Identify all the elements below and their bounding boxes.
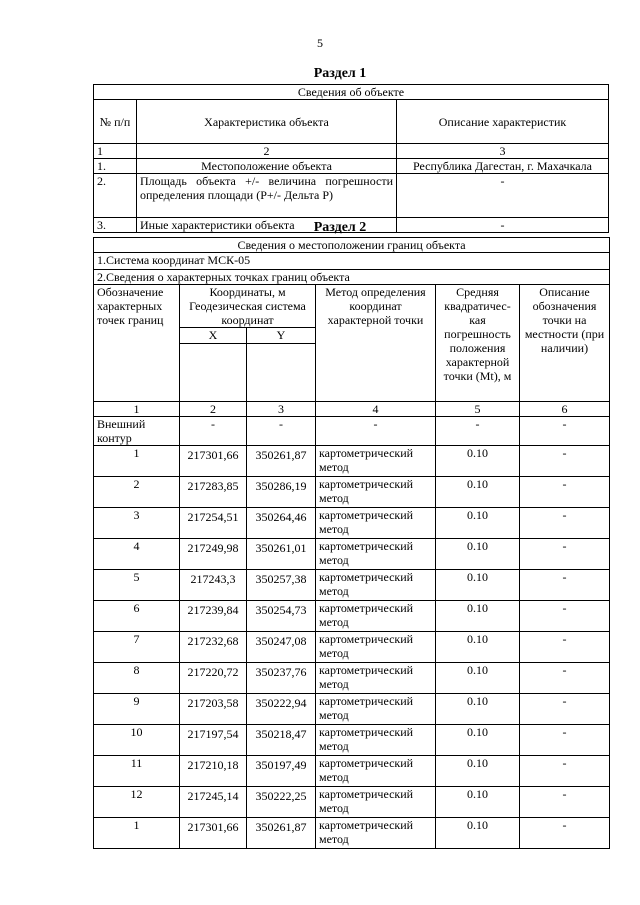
- row-value: -: [397, 218, 609, 233]
- point-accuracy: 0.10: [436, 787, 520, 818]
- table-row: [94, 694, 610, 725]
- row-num: 3.: [94, 218, 137, 233]
- point-method: картометрический метод: [316, 477, 436, 508]
- point-x: 217239,84: [180, 601, 247, 632]
- point-description: -: [520, 601, 610, 632]
- col-number: 4: [316, 402, 436, 417]
- col-number: 3: [397, 144, 609, 159]
- point-x: 217232,68: [180, 632, 247, 663]
- table-row: [94, 725, 610, 756]
- header-geo-system: Геодезическая система координат: [189, 299, 306, 327]
- point-accuracy: 0.10: [436, 694, 520, 725]
- point-x: 217301,66: [180, 446, 247, 477]
- table-row: [94, 756, 610, 787]
- point-x: 217301,66: [180, 818, 247, 849]
- point-x: 217249,98: [180, 539, 247, 570]
- header-x: X: [180, 328, 247, 344]
- point-number: 5: [94, 570, 180, 601]
- section1-title: Раздел 1: [313, 66, 367, 81]
- outer-contour-accuracy: -: [436, 417, 520, 446]
- point-method: картометрический метод: [316, 446, 436, 477]
- point-description: -: [520, 477, 610, 508]
- coordinate-system: 1.Система координат МСК-05: [94, 253, 610, 270]
- header-coords-label: Координаты, м: [209, 285, 286, 299]
- point-method: картометрический метод: [316, 818, 436, 849]
- point-description: -: [520, 446, 610, 477]
- row-value: Республика Дагестан, г. Махачкала: [397, 159, 609, 174]
- point-accuracy: 0.10: [436, 570, 520, 601]
- point-number: 9: [94, 694, 180, 725]
- point-y: 350261,87: [247, 818, 316, 849]
- row-name: Площадь объекта +/- величина погрешности определения площади (Р+/- Дельта Р): [137, 174, 397, 218]
- col-number: 3: [247, 402, 316, 417]
- point-method: картометрический метод: [316, 694, 436, 725]
- point-number: 7: [94, 632, 180, 663]
- point-x: 217243,3: [180, 570, 247, 601]
- point-y: 350257,38: [247, 570, 316, 601]
- point-accuracy: 0.10: [436, 725, 520, 756]
- header-num: № п/п: [94, 100, 137, 144]
- section2-table: [93, 237, 610, 849]
- point-y: 350237,76: [247, 663, 316, 694]
- outer-contour-label: Внешний контур: [94, 417, 180, 446]
- point-accuracy: 0.10: [436, 756, 520, 787]
- table-row: [94, 787, 610, 818]
- points-title: 2.Сведения о характерных точках границ объекта: [94, 270, 610, 285]
- header-description: Описание характеристик: [397, 100, 609, 144]
- point-method: картометрический метод: [316, 601, 436, 632]
- col-number: 2: [180, 402, 247, 417]
- point-description: -: [520, 725, 610, 756]
- point-description: -: [520, 694, 610, 725]
- point-x: 217203,58: [180, 694, 247, 725]
- point-number: 12: [94, 787, 180, 818]
- table-row: [94, 174, 609, 218]
- point-method: картометрический метод: [316, 508, 436, 539]
- table-row: [94, 539, 610, 570]
- outer-contour-method: -: [316, 417, 436, 446]
- point-x: 217220,72: [180, 663, 247, 694]
- header-characteristic: Характеристика объекта: [137, 100, 397, 144]
- point-method: картометрический метод: [316, 570, 436, 601]
- point-number: 3: [94, 508, 180, 539]
- table-row: [94, 601, 610, 632]
- outer-contour-row: [94, 417, 610, 446]
- point-number: 4: [94, 539, 180, 570]
- col-number: 6: [520, 402, 610, 417]
- point-y: 350247,08: [247, 632, 316, 663]
- table-row: [94, 446, 610, 477]
- point-y: 350222,25: [247, 787, 316, 818]
- header-designation: Обозначение характерных точек границ: [94, 285, 180, 402]
- table-row: [94, 159, 609, 174]
- table-row: [94, 818, 610, 849]
- point-method: картометрический метод: [316, 539, 436, 570]
- point-y: 350222,94: [247, 694, 316, 725]
- point-method: картометрический метод: [316, 632, 436, 663]
- point-accuracy: 0.10: [436, 818, 520, 849]
- point-description: -: [520, 756, 610, 787]
- point-number: 11: [94, 756, 180, 787]
- point-x: 217197,54: [180, 725, 247, 756]
- point-method: картометрический метод: [316, 725, 436, 756]
- table-row: [94, 663, 610, 694]
- point-number: 8: [94, 663, 180, 694]
- table-row: [94, 508, 610, 539]
- point-y: 350218,47: [247, 725, 316, 756]
- section2-title: Раздел 2: [313, 220, 367, 235]
- point-number: 2: [94, 477, 180, 508]
- point-description: -: [520, 787, 610, 818]
- page-number: 5: [317, 36, 323, 50]
- point-x: 217283,85: [180, 477, 247, 508]
- point-number: 6: [94, 601, 180, 632]
- point-method: картометрический метод: [316, 756, 436, 787]
- col-number: 2: [137, 144, 397, 159]
- point-y: 350254,73: [247, 601, 316, 632]
- point-x: 217210,18: [180, 756, 247, 787]
- section1-table: [93, 84, 609, 233]
- header-accuracy: Средняя квадратичес-кая погрешность положения характерной точки (Mt), м: [436, 285, 520, 402]
- point-method: картометрический метод: [316, 663, 436, 694]
- point-accuracy: 0.10: [436, 446, 520, 477]
- point-y: 350286,19: [247, 477, 316, 508]
- point-description: -: [520, 539, 610, 570]
- row-name: Иные характеристики объекта: [137, 218, 397, 233]
- header-coords: [180, 285, 316, 328]
- point-y: 350264,46: [247, 508, 316, 539]
- points-body: [94, 446, 610, 849]
- point-y: 350197,49: [247, 756, 316, 787]
- col-number: 5: [436, 402, 520, 417]
- point-method: картометрический метод: [316, 787, 436, 818]
- point-x: 217245,14: [180, 787, 247, 818]
- table-row: [94, 477, 610, 508]
- col-number: 1: [94, 402, 180, 417]
- point-accuracy: 0.10: [436, 601, 520, 632]
- point-number: 10: [94, 725, 180, 756]
- outer-contour-x: -: [180, 417, 247, 446]
- row-name: Местоположение объекта: [137, 159, 397, 174]
- table-row: [94, 570, 610, 601]
- point-x: 217254,51: [180, 508, 247, 539]
- row-num: 2.: [94, 174, 137, 218]
- point-accuracy: 0.10: [436, 663, 520, 694]
- header-method: Метод определения координат характерной точки: [316, 285, 436, 402]
- header-description: Описание обозначения точки на местности (при наличии): [520, 285, 610, 402]
- col-number: 1: [94, 144, 137, 159]
- section2-table-title: Сведения о местоположении границ объекта: [94, 238, 610, 253]
- point-accuracy: 0.10: [436, 632, 520, 663]
- outer-contour-y: -: [247, 417, 316, 446]
- point-accuracy: 0.10: [436, 508, 520, 539]
- section1-table-title: Сведения об объекте: [94, 85, 609, 100]
- point-description: -: [520, 570, 610, 601]
- row-value: -: [397, 174, 609, 218]
- outer-contour-description: -: [520, 417, 610, 446]
- point-description: -: [520, 818, 610, 849]
- point-accuracy: 0.10: [436, 477, 520, 508]
- point-y: 350261,87: [247, 446, 316, 477]
- point-description: -: [520, 508, 610, 539]
- point-description: -: [520, 632, 610, 663]
- point-number: 1: [94, 446, 180, 477]
- point-accuracy: 0.10: [436, 539, 520, 570]
- point-description: -: [520, 663, 610, 694]
- point-number: 1: [94, 818, 180, 849]
- header-y: Y: [247, 328, 316, 344]
- row-num: 1.: [94, 159, 137, 174]
- point-y: 350261,01: [247, 539, 316, 570]
- table-row: [94, 632, 610, 663]
